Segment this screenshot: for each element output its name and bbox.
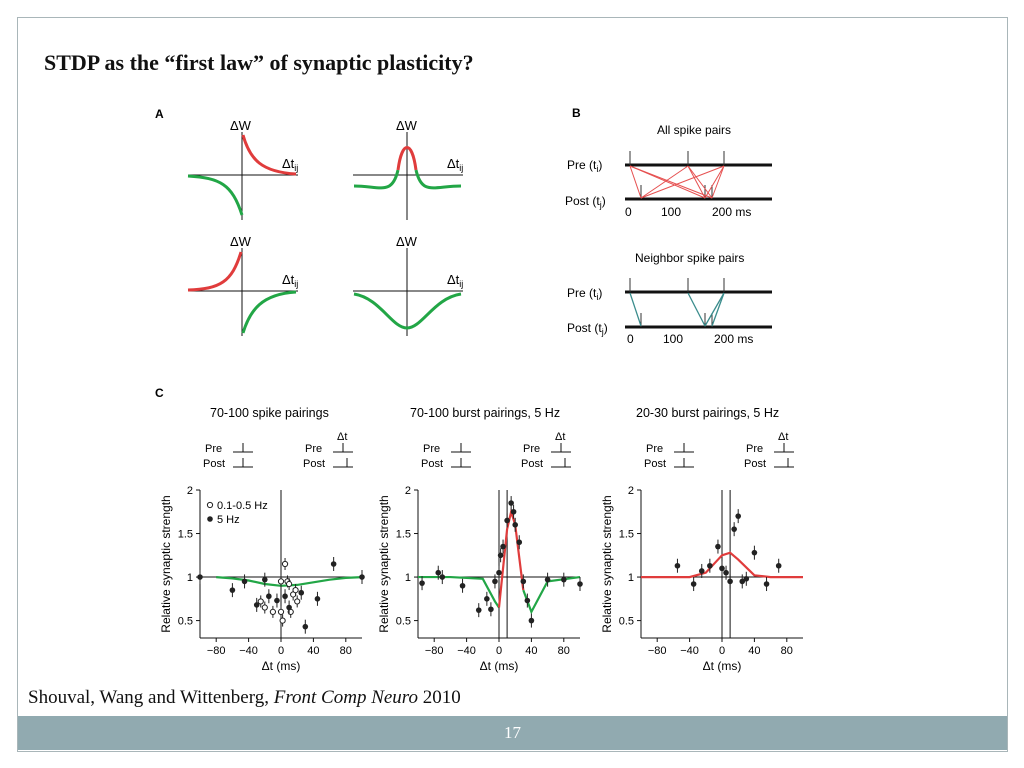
x-axis-label: Δt (ms)	[261, 659, 301, 673]
data-point	[197, 574, 203, 580]
data-point	[727, 579, 733, 585]
slide-title: STDP as the “first law” of synaptic plasticity?	[44, 50, 474, 75]
y-tick-label: 0.5	[395, 615, 411, 628]
dw-label: ΔW	[230, 234, 251, 249]
pair-link	[705, 293, 724, 326]
plot-2	[377, 406, 583, 673]
citation-authors: Shouval, Wang and Wittenberg,	[28, 687, 269, 708]
protocol-label: Pre	[746, 443, 764, 455]
x-axis-label: Δt (ms)	[479, 659, 519, 673]
data-point	[577, 581, 583, 587]
dt-label: $\Delta t_{ij}$	[447, 272, 464, 289]
x-tick-label: −40	[680, 645, 699, 657]
tick-0-b: 0	[627, 332, 634, 346]
data-point	[484, 596, 490, 602]
data-point	[262, 577, 268, 583]
data-point	[488, 606, 494, 612]
spike-sketch	[774, 443, 794, 452]
data-point	[331, 561, 337, 567]
data-point	[419, 580, 425, 586]
pair-link	[712, 166, 724, 198]
data-point	[707, 563, 713, 569]
x-tick-label: 80	[557, 645, 570, 657]
tick-100-b: 100	[663, 332, 684, 346]
x-tick-label: −80	[647, 645, 667, 657]
x-tick-label: 80	[339, 645, 352, 657]
dt-label: $\Delta t_{ij}$	[447, 156, 464, 173]
panel-b-letter: B	[572, 106, 581, 120]
data-point-open	[293, 588, 298, 593]
panel-a-letter: A	[155, 107, 164, 121]
protocol-label: Pre	[205, 443, 223, 455]
data-point	[440, 574, 446, 580]
delta-t-label: Δt	[555, 431, 566, 443]
protocol-label: Post	[421, 458, 444, 470]
data-point	[715, 544, 721, 550]
data-point-open	[278, 579, 283, 584]
panel-c-letter: C	[155, 386, 164, 400]
data-point	[545, 577, 551, 583]
protocol-label: Pre	[305, 443, 323, 455]
panel-b	[565, 106, 772, 346]
legend-label: 0.1-0.5 Hz	[217, 500, 268, 512]
pair-link	[688, 166, 705, 198]
x-tick-label: 0	[495, 645, 503, 657]
data-point	[460, 583, 466, 589]
x-tick-label: 0	[718, 645, 726, 657]
fit-curve-ltp	[499, 512, 523, 608]
data-point	[752, 550, 758, 556]
y-axis-label: Relative synaptic strength	[377, 495, 391, 633]
y-axis-label: Relative synaptic strength	[600, 495, 614, 633]
data-point	[516, 539, 522, 545]
data-point	[230, 587, 236, 593]
data-point	[525, 598, 531, 604]
delta-t-label: Δt	[778, 431, 789, 443]
a-curve-3	[188, 234, 298, 336]
protocol-label: Post	[644, 458, 667, 470]
dw-label: ΔW	[396, 234, 417, 249]
pair-link	[630, 166, 641, 198]
y-tick-label: 1.5	[177, 528, 193, 541]
y-tick-label: 2	[627, 485, 634, 497]
delta-t-label: Δt	[337, 431, 348, 443]
data-point	[776, 563, 782, 569]
data-point	[435, 570, 441, 576]
y-tick-label: 0.5	[618, 615, 634, 628]
spike-sketch	[774, 458, 794, 467]
pre-label: Pre $(t_i)$	[567, 158, 603, 174]
data-point	[476, 607, 482, 613]
data-point-open	[282, 561, 287, 566]
pair-link	[630, 293, 641, 326]
legend-label: 5 Hz	[217, 514, 240, 526]
data-point	[521, 579, 527, 585]
y-tick-label: 1	[404, 572, 411, 585]
data-point	[496, 570, 502, 576]
x-tick-label: −80	[424, 645, 444, 657]
data-point	[282, 593, 288, 599]
x-tick-label: −80	[206, 645, 226, 657]
data-point	[504, 518, 510, 524]
protocol-label: Post	[303, 458, 326, 470]
x-axis-label: Δt (ms)	[702, 659, 742, 673]
data-point	[699, 568, 705, 574]
data-point-open	[278, 609, 283, 614]
data-point	[315, 596, 321, 602]
protocol-label: Post	[203, 458, 226, 470]
page-number: 17	[504, 723, 521, 742]
spike-sketch	[233, 443, 253, 452]
data-point	[298, 590, 304, 596]
x-tick-label: 0	[277, 645, 285, 657]
data-point	[529, 618, 535, 624]
data-point	[512, 522, 518, 528]
data-point	[735, 513, 741, 519]
data-point	[719, 566, 725, 572]
data-point	[764, 581, 770, 587]
spike-sketch	[451, 443, 471, 452]
y-axis-label: Relative synaptic strength	[159, 495, 173, 633]
x-tick-label: 40	[307, 645, 320, 657]
citation-year: 2010	[422, 687, 461, 708]
data-point	[675, 563, 681, 569]
dw-label: ΔW	[230, 118, 251, 133]
pre-label-2: Pre $(t_i)$	[567, 286, 603, 302]
data-point	[286, 605, 292, 611]
tick-100: 100	[661, 205, 682, 219]
protocol-label: Pre	[423, 443, 441, 455]
data-point	[744, 576, 750, 582]
post-label-2: Post $(t_j)$	[567, 321, 608, 337]
y-tick-label: 1.5	[618, 528, 634, 541]
x-tick-label: 80	[780, 645, 793, 657]
spike-sketch	[333, 458, 353, 467]
data-point-open	[280, 618, 285, 623]
data-point	[511, 509, 517, 515]
data-point	[254, 602, 260, 608]
footer-bar	[18, 716, 1007, 750]
data-point	[266, 593, 272, 599]
spike-sketch	[551, 443, 571, 452]
plot-3	[600, 406, 803, 673]
dw-label: ΔW	[396, 118, 417, 133]
data-point	[242, 579, 248, 585]
protocol-label: Post	[744, 458, 767, 470]
data-point	[359, 574, 365, 580]
y-tick-label: 0.5	[177, 615, 193, 628]
spike-sketch	[674, 443, 694, 452]
protocol-label: Pre	[646, 443, 664, 455]
dt-label: $\Delta t_{ij}$	[282, 272, 299, 289]
x-tick-label: 40	[525, 645, 538, 657]
dt-label: $\Delta t_{ij}$	[282, 156, 299, 173]
data-point	[303, 624, 309, 630]
y-tick-label: 2	[186, 485, 193, 497]
data-point-open	[295, 599, 300, 604]
post-label: Post $(t_j)$	[565, 194, 606, 210]
x-tick-label: −40	[239, 645, 258, 657]
citation	[28, 687, 461, 709]
citation-journal: Front Comp Neuro	[273, 687, 418, 708]
spike-sketch	[333, 443, 353, 452]
a-curve-4	[353, 234, 463, 336]
plot-title: 70-100 spike pairings	[210, 406, 329, 420]
pair-link	[705, 166, 724, 198]
all-pairs-diagram	[625, 151, 772, 199]
legend-marker-open	[207, 502, 212, 507]
data-point	[492, 579, 498, 585]
spike-sketch	[551, 458, 571, 467]
data-point	[723, 570, 729, 576]
neighbor-pairs-title: Neighbor spike pairs	[635, 251, 745, 265]
y-tick-label: 1.5	[395, 528, 411, 541]
data-point	[274, 598, 280, 604]
legend-marker-filled	[207, 516, 213, 522]
data-point-open	[287, 581, 292, 586]
spike-sketch	[451, 458, 471, 467]
data-point-open	[270, 609, 275, 614]
data-point-open	[262, 605, 267, 610]
plot-1	[159, 406, 365, 673]
stdp-plots	[159, 406, 803, 673]
all-spike-pairs-title: All spike pairs	[657, 123, 732, 137]
tick-200-b: 200 ms	[714, 332, 754, 346]
panel-a	[155, 107, 463, 336]
x-tick-label: 40	[748, 645, 761, 657]
tick-0: 0	[625, 205, 632, 219]
y-tick-label: 1	[186, 572, 193, 585]
data-point	[731, 526, 737, 532]
spike-sketch	[674, 458, 694, 467]
pair-link	[688, 293, 705, 326]
spike-sketch	[233, 458, 253, 467]
data-point	[561, 577, 567, 583]
a-curve-2	[353, 118, 463, 220]
neighbor-pairs-diagram	[625, 278, 772, 327]
plot-title: 20-30 burst pairings, 5 Hz	[636, 406, 780, 420]
data-point	[500, 544, 506, 550]
plot-title: 70-100 burst pairings, 5 Hz	[410, 406, 561, 420]
y-tick-label: 2	[404, 485, 411, 497]
tick-200: 200 ms	[712, 205, 752, 219]
fit-curve-ltd	[523, 577, 580, 612]
x-tick-label: −40	[457, 645, 476, 657]
y-tick-label: 1	[627, 572, 634, 585]
a-curve-1	[188, 118, 298, 220]
data-point	[691, 581, 697, 587]
panel-c	[155, 386, 803, 673]
protocol-label: Pre	[523, 443, 541, 455]
protocol-label: Post	[521, 458, 544, 470]
pair-link	[641, 166, 688, 198]
